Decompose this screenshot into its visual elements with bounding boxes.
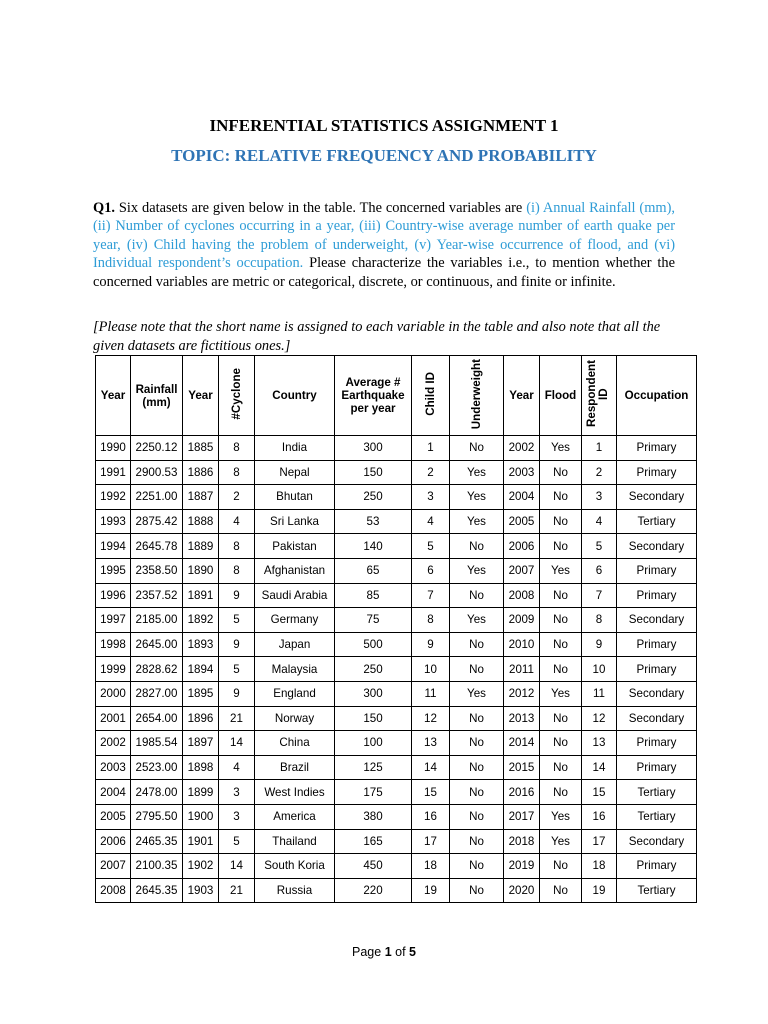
cell-country: Germany (255, 608, 335, 633)
cell-year: 2002 (96, 731, 131, 756)
cell-year: 1991 (96, 460, 131, 485)
cell-earthquake: 450 (335, 854, 412, 879)
cell-underweight: No (450, 804, 504, 829)
table-row (96, 657, 697, 682)
cell-flood: Yes (540, 829, 582, 854)
cell-year-3: 2007 (504, 558, 540, 583)
cell-underweight: No (450, 854, 504, 879)
cell-rainfall: 2645.35 (131, 878, 183, 903)
cell-occupation: Tertiary (617, 780, 697, 805)
cell-country: West Indies (255, 780, 335, 805)
cell-underweight: Yes (450, 681, 504, 706)
cell-child-id: 3 (412, 485, 450, 510)
cell-occupation: Secondary (617, 534, 697, 559)
cell-cyclone: 8 (219, 558, 255, 583)
cell-flood: No (540, 460, 582, 485)
cell-year-2: 1896 (183, 706, 219, 731)
cell-cyclone: 9 (219, 681, 255, 706)
column-header-year-2: Year (183, 356, 219, 436)
cell-underweight: No (450, 657, 504, 682)
cell-rainfall: 2645.78 (131, 534, 183, 559)
cell-earthquake: 220 (335, 878, 412, 903)
cell-flood: No (540, 509, 582, 534)
cell-country: Afghanistan (255, 558, 335, 583)
cell-flood: No (540, 755, 582, 780)
cell-respondent-id: 1 (582, 436, 617, 461)
table-row (96, 534, 697, 559)
cell-year: 1990 (96, 436, 131, 461)
cell-earthquake: 300 (335, 681, 412, 706)
column-header-child-id-label: Child ID (423, 372, 437, 416)
cell-earthquake: 380 (335, 804, 412, 829)
cell-flood: No (540, 854, 582, 879)
cell-earthquake: 100 (335, 731, 412, 756)
cell-earthquake: 85 (335, 583, 412, 608)
cell-flood: No (540, 608, 582, 633)
cell-rainfall: 2900.53 (131, 460, 183, 485)
cell-occupation: Primary (617, 731, 697, 756)
column-header-rainfall: Rainfall (mm) (131, 356, 183, 436)
cell-year-3: 2020 (504, 878, 540, 903)
cell-occupation: Primary (617, 657, 697, 682)
cell-flood: No (540, 706, 582, 731)
cell-underweight: Yes (450, 509, 504, 534)
cell-occupation: Primary (617, 460, 697, 485)
cell-underweight: Yes (450, 558, 504, 583)
cell-respondent-id: 6 (582, 558, 617, 583)
cell-year-2: 1900 (183, 804, 219, 829)
cell-year: 1992 (96, 485, 131, 510)
cell-cyclone: 3 (219, 804, 255, 829)
cell-flood: Yes (540, 436, 582, 461)
cell-year-2: 1894 (183, 657, 219, 682)
cell-earthquake: 150 (335, 706, 412, 731)
cell-earthquake: 175 (335, 780, 412, 805)
cell-year: 1993 (96, 509, 131, 534)
cell-occupation: Primary (617, 854, 697, 879)
cell-year-3: 2017 (504, 804, 540, 829)
cell-cyclone: 4 (219, 509, 255, 534)
cell-respondent-id: 8 (582, 608, 617, 633)
cell-underweight: No (450, 878, 504, 903)
cell-occupation: Primary (617, 583, 697, 608)
cell-flood: Yes (540, 804, 582, 829)
cell-occupation: Secondary (617, 829, 697, 854)
cell-underweight: Yes (450, 460, 504, 485)
cell-year-3: 2006 (504, 534, 540, 559)
cell-flood: No (540, 780, 582, 805)
cell-country: China (255, 731, 335, 756)
column-header-child-id (412, 356, 450, 436)
cell-earthquake: 300 (335, 436, 412, 461)
cell-rainfall: 2828.62 (131, 657, 183, 682)
question-variables: (i) Annual Rainfall (mm), (ii) Number of cyclones occurring in a year, (iii) Country-wise average number of earth quake per year, (iv) Child having the problem of underweight, (v) Year-wise occurrence of flood, and (vi) Individual respondent’s occupation. (93, 200, 675, 272)
cell-country: Thailand (255, 829, 335, 854)
cell-respondent-id: 3 (582, 485, 617, 510)
cell-country: Japan (255, 632, 335, 657)
cell-child-id: 5 (412, 534, 450, 559)
cell-cyclone: 3 (219, 780, 255, 805)
cell-underweight: No (450, 534, 504, 559)
cell-flood: Yes (540, 558, 582, 583)
cell-child-id: 9 (412, 632, 450, 657)
cell-country: Brazil (255, 755, 335, 780)
cell-year: 2000 (96, 681, 131, 706)
column-header-year: Year (96, 356, 131, 436)
cell-year: 2006 (96, 829, 131, 854)
table-row (96, 755, 697, 780)
cell-flood: No (540, 731, 582, 756)
column-header-country: Country (255, 356, 335, 436)
cell-cyclone: 5 (219, 608, 255, 633)
cell-respondent-id: 12 (582, 706, 617, 731)
cell-cyclone: 5 (219, 657, 255, 682)
cell-respondent-id: 4 (582, 509, 617, 534)
cell-year-3: 2002 (504, 436, 540, 461)
cell-occupation: Tertiary (617, 878, 697, 903)
cell-year-3: 2018 (504, 829, 540, 854)
cell-cyclone: 8 (219, 436, 255, 461)
question-label: Q1. (93, 200, 115, 216)
cell-rainfall: 2250.12 (131, 436, 183, 461)
cell-occupation: Primary (617, 436, 697, 461)
cell-child-id: 1 (412, 436, 450, 461)
cell-cyclone: 21 (219, 706, 255, 731)
cell-year: 1994 (96, 534, 131, 559)
footer-total-pages: 5 (409, 945, 416, 959)
cell-country: Pakistan (255, 534, 335, 559)
cell-cyclone: 21 (219, 878, 255, 903)
cell-year-2: 1903 (183, 878, 219, 903)
cell-flood: No (540, 657, 582, 682)
cell-child-id: 19 (412, 878, 450, 903)
cell-earthquake: 125 (335, 755, 412, 780)
cell-underweight: No (450, 706, 504, 731)
cell-underweight: No (450, 583, 504, 608)
column-header-respondent-id-label: Respondent ID (585, 360, 610, 428)
cell-country: Nepal (255, 460, 335, 485)
cell-country: America (255, 804, 335, 829)
cell-country: Bhutan (255, 485, 335, 510)
cell-cyclone: 14 (219, 854, 255, 879)
table-row (96, 632, 697, 657)
cell-year-2: 1890 (183, 558, 219, 583)
cell-year-3: 2014 (504, 731, 540, 756)
table-row (96, 878, 697, 903)
cell-child-id: 12 (412, 706, 450, 731)
cell-earthquake: 250 (335, 657, 412, 682)
cell-country: Russia (255, 878, 335, 903)
cell-cyclone: 2 (219, 485, 255, 510)
column-header-earthquake: Average # Earthquake per year (335, 356, 412, 436)
cell-rainfall: 2875.42 (131, 509, 183, 534)
cell-child-id: 2 (412, 460, 450, 485)
cell-country: South Koria (255, 854, 335, 879)
cell-rainfall: 2251.00 (131, 485, 183, 510)
cell-year-2: 1888 (183, 509, 219, 534)
cell-child-id: 8 (412, 608, 450, 633)
table-row (96, 509, 697, 534)
question-intro: Six datasets are given below in the table. The concerned variables are (115, 200, 527, 216)
cell-respondent-id: 15 (582, 780, 617, 805)
cell-year-3: 2012 (504, 681, 540, 706)
table-row (96, 583, 697, 608)
cell-flood: No (540, 485, 582, 510)
table-row (96, 780, 697, 805)
cell-rainfall: 2100.35 (131, 854, 183, 879)
cell-rainfall: 2478.00 (131, 780, 183, 805)
cell-rainfall: 2645.00 (131, 632, 183, 657)
cell-year: 2008 (96, 878, 131, 903)
cell-earthquake: 165 (335, 829, 412, 854)
cell-country: India (255, 436, 335, 461)
cell-flood: No (540, 632, 582, 657)
cell-year-2: 1886 (183, 460, 219, 485)
cell-underweight: No (450, 829, 504, 854)
cell-child-id: 10 (412, 657, 450, 682)
cell-year-2: 1889 (183, 534, 219, 559)
cell-respondent-id: 19 (582, 878, 617, 903)
cell-cyclone: 14 (219, 731, 255, 756)
cell-flood: No (540, 583, 582, 608)
table-row (96, 829, 697, 854)
cell-rainfall: 2795.50 (131, 804, 183, 829)
document-subtitle: TOPIC: RELATIVE FREQUENCY AND PROBABILITY (171, 146, 597, 165)
cell-occupation: Secondary (617, 681, 697, 706)
column-header-cyclone (219, 356, 255, 436)
cell-country: Malaysia (255, 657, 335, 682)
cell-year: 1999 (96, 657, 131, 682)
footer-prefix: Page (352, 945, 385, 959)
cell-year-3: 2019 (504, 854, 540, 879)
cell-respondent-id: 11 (582, 681, 617, 706)
cell-respondent-id: 2 (582, 460, 617, 485)
cell-year-2: 1893 (183, 632, 219, 657)
cell-occupation: Secondary (617, 706, 697, 731)
cell-respondent-id: 7 (582, 583, 617, 608)
cell-earthquake: 65 (335, 558, 412, 583)
cell-occupation: Tertiary (617, 804, 697, 829)
column-header-underweight (450, 356, 504, 436)
column-header-year-3: Year (504, 356, 540, 436)
cell-flood: No (540, 534, 582, 559)
cell-underweight: Yes (450, 485, 504, 510)
cell-country: Saudi Arabia (255, 583, 335, 608)
cell-year: 2001 (96, 706, 131, 731)
cell-child-id: 18 (412, 854, 450, 879)
cell-respondent-id: 18 (582, 854, 617, 879)
cell-underweight: No (450, 632, 504, 657)
cell-year: 2005 (96, 804, 131, 829)
cell-year-2: 1898 (183, 755, 219, 780)
cell-cyclone: 9 (219, 583, 255, 608)
cell-cyclone: 8 (219, 460, 255, 485)
document-title: INFERENTIAL STATISTICS ASSIGNMENT 1 (209, 116, 559, 135)
cell-child-id: 13 (412, 731, 450, 756)
cell-year-3: 2008 (504, 583, 540, 608)
column-header-cyclone-label: #Cyclone (229, 368, 243, 420)
column-header-underweight-label: Underweight (469, 358, 483, 430)
footer-middle: of (391, 945, 410, 959)
cell-earthquake: 53 (335, 509, 412, 534)
cell-rainfall: 2357.52 (131, 583, 183, 608)
cell-flood: Yes (540, 681, 582, 706)
cell-respondent-id: 10 (582, 657, 617, 682)
cell-child-id: 14 (412, 755, 450, 780)
cell-underweight: No (450, 731, 504, 756)
cell-year-3: 2016 (504, 780, 540, 805)
note-text: [Please note that the short name is assigned to each variable in the table and also note that all the given datasets are fictitious ones.] (93, 319, 661, 354)
cell-child-id: 6 (412, 558, 450, 583)
datasets-table (95, 355, 697, 903)
cell-cyclone: 8 (219, 534, 255, 559)
cell-respondent-id: 9 (582, 632, 617, 657)
cell-year: 1998 (96, 632, 131, 657)
cell-occupation: Secondary (617, 608, 697, 633)
cell-year: 2004 (96, 780, 131, 805)
cell-year-2: 1895 (183, 681, 219, 706)
cell-underweight: No (450, 780, 504, 805)
cell-year-3: 2005 (504, 509, 540, 534)
cell-rainfall: 1985.54 (131, 731, 183, 756)
cell-country: Norway (255, 706, 335, 731)
cell-respondent-id: 17 (582, 829, 617, 854)
cell-year-2: 1897 (183, 731, 219, 756)
table-row (96, 731, 697, 756)
cell-child-id: 16 (412, 804, 450, 829)
cell-year-2: 1902 (183, 854, 219, 879)
cell-respondent-id: 16 (582, 804, 617, 829)
cell-occupation: Tertiary (617, 509, 697, 534)
cell-rainfall: 2185.00 (131, 608, 183, 633)
table-row (96, 608, 697, 633)
cell-occupation: Primary (617, 558, 697, 583)
cell-child-id: 15 (412, 780, 450, 805)
column-header-flood: Flood (540, 356, 582, 436)
cell-respondent-id: 13 (582, 731, 617, 756)
cell-underweight: No (450, 755, 504, 780)
cell-earthquake: 500 (335, 632, 412, 657)
cell-year: 2007 (96, 854, 131, 879)
question-paragraph (93, 199, 675, 291)
table-row (96, 558, 697, 583)
cell-rainfall: 2654.00 (131, 706, 183, 731)
cell-underweight: Yes (450, 608, 504, 633)
cell-respondent-id: 5 (582, 534, 617, 559)
page-footer (0, 945, 768, 959)
cell-child-id: 7 (412, 583, 450, 608)
table-row (96, 681, 697, 706)
cell-child-id: 4 (412, 509, 450, 534)
cell-child-id: 17 (412, 829, 450, 854)
table-row (96, 460, 697, 485)
table-row (96, 804, 697, 829)
table-row (96, 706, 697, 731)
cell-year-3: 2010 (504, 632, 540, 657)
table-header-row (96, 356, 697, 436)
cell-cyclone: 4 (219, 755, 255, 780)
cell-cyclone: 9 (219, 632, 255, 657)
column-header-occupation: Occupation (617, 356, 697, 436)
footer-current-page: 1 (384, 945, 392, 959)
cell-rainfall: 2827.00 (131, 681, 183, 706)
cell-rainfall: 2523.00 (131, 755, 183, 780)
cell-year-2: 1885 (183, 436, 219, 461)
cell-year: 2003 (96, 755, 131, 780)
cell-occupation: Primary (617, 755, 697, 780)
cell-year: 1995 (96, 558, 131, 583)
table-row (96, 485, 697, 510)
cell-earthquake: 250 (335, 485, 412, 510)
cell-underweight: No (450, 436, 504, 461)
cell-year-2: 1891 (183, 583, 219, 608)
cell-year-2: 1899 (183, 780, 219, 805)
cell-flood: No (540, 878, 582, 903)
cell-country: Sri Lanka (255, 509, 335, 534)
table-row (96, 436, 697, 461)
cell-earthquake: 75 (335, 608, 412, 633)
cell-year-2: 1887 (183, 485, 219, 510)
cell-year-3: 2003 (504, 460, 540, 485)
cell-year: 1997 (96, 608, 131, 633)
cell-child-id: 11 (412, 681, 450, 706)
cell-rainfall: 2358.50 (131, 558, 183, 583)
cell-year-2: 1892 (183, 608, 219, 633)
cell-respondent-id: 14 (582, 755, 617, 780)
cell-year: 1996 (96, 583, 131, 608)
column-header-respondent-id (582, 356, 617, 436)
cell-year-3: 2013 (504, 706, 540, 731)
cell-year-3: 2004 (504, 485, 540, 510)
cell-year-2: 1901 (183, 829, 219, 854)
cell-cyclone: 5 (219, 829, 255, 854)
cell-year-3: 2011 (504, 657, 540, 682)
cell-occupation: Primary (617, 632, 697, 657)
cell-rainfall: 2465.35 (131, 829, 183, 854)
cell-year-3: 2015 (504, 755, 540, 780)
cell-earthquake: 150 (335, 460, 412, 485)
cell-occupation: Secondary (617, 485, 697, 510)
table-body (96, 436, 697, 903)
cell-year-3: 2009 (504, 608, 540, 633)
cell-country: England (255, 681, 335, 706)
table-row (96, 854, 697, 879)
question-instruction: Please characterize the variables i.e., to mention whether the concerned variables are metric or categorical, discrete, or continuous, and finite or infinite. (93, 255, 675, 290)
cell-earthquake: 140 (335, 534, 412, 559)
